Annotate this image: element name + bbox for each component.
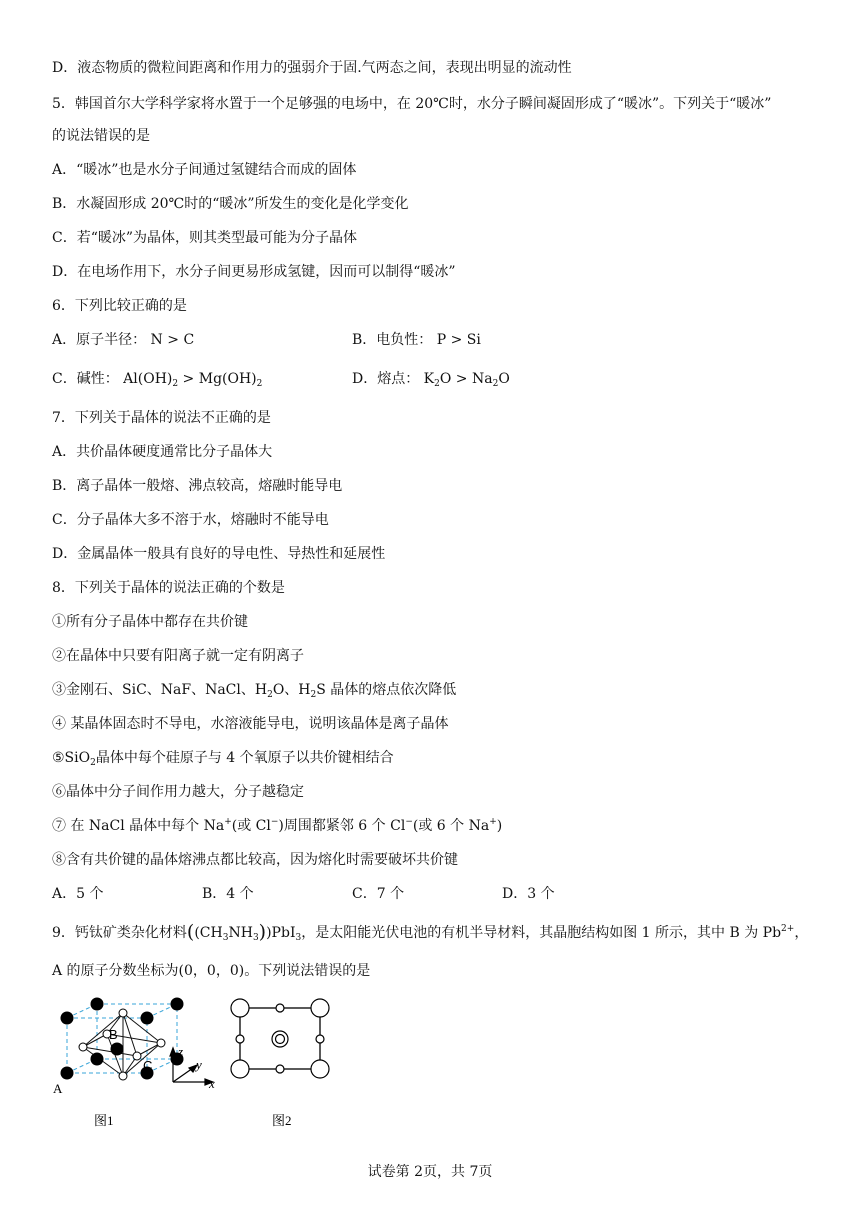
q6-stem: 6．下列比较正确的是 xyxy=(52,298,187,314)
q6-option-b: B．电负性： P > Si xyxy=(352,332,481,348)
q8-stem: 8．下列关于晶体的说法正确的个数是 xyxy=(52,580,285,596)
label-b: B xyxy=(109,1027,118,1042)
q4-option-d: D．液态物质的微粒间距离和作用力的强弱介于固.气两态之间，表现出明显的流动性 xyxy=(52,60,572,76)
q9-stem-line1: 9．钙钛矿类杂化材料$((CH_3NH_3))PbI_3$，是太阳能光伏电池的有机半导材料，其晶胞结构如图 1 所示，其中 B 为 $Pb^{2+}$， xyxy=(52,921,809,943)
q7-stem: 7．下列关于晶体的说法不正确的是 xyxy=(52,410,271,426)
q8-statement-3: ③金刚石、SiC、NaF、NaCl、$H_2O$、$H_2S$ 晶体的熔点依次降低 xyxy=(52,682,457,700)
page-footer: 试卷第 2页，共 7页 xyxy=(367,1164,493,1180)
label-c: C xyxy=(143,1058,153,1073)
axis-x-label: x xyxy=(209,1076,215,1091)
q7-option-d: D．金属晶体一般具有良好的导电性、导热性和延展性 xyxy=(52,546,386,562)
q8-option-b: B．4 个 xyxy=(202,886,254,902)
q6-option-d: D．熔点： $K_2O > Na_2O$ xyxy=(352,371,510,389)
q5-option-c: C．若“暖冰”为晶体，则其类型最可能为分子晶体 xyxy=(52,230,358,246)
q5-stem-line2: 的说法错误的是 xyxy=(52,128,150,144)
q5-option-b: B．水凝固形成 20℃时的“暖冰”所发生的变化是化学变化 xyxy=(52,196,409,212)
q8-statement-2: ②在晶体中只要有阳离子就一定有阴离子 xyxy=(52,648,304,664)
q6-option-a: A．原子半径： N > C xyxy=(52,332,195,348)
q5-option-d: D．在电场作用下，水分子间更易形成氢键，因而可以制得“暖冰” xyxy=(52,264,456,280)
axis-y-label: y xyxy=(196,1057,202,1072)
q9-stem-line2: A 的原子分数坐标为(0，0，0)。下列说法错误的是 xyxy=(52,963,371,979)
q5-stem-line1: 5．韩国首尔大学科学家将水置于一个足够强的电场中，在 20℃时，水分子瞬间凝固形成了“暖冰”。下列关于“暖冰” xyxy=(52,96,772,112)
figure-2-projection xyxy=(222,994,342,1132)
q8-statement-7: ⑦ 在 NaCl 晶体中每个 Na+(或 Cl−)周围都紧邻 6 个 Cl−(或 6 个 Na+) xyxy=(52,817,503,834)
q5-option-a: A．“暖冰”也是水分子间通过氢键结合而成的固体 xyxy=(52,162,357,178)
q6-option-c: C．碱性： $Al(OH)_2 > Mg(OH)_2$ xyxy=(52,371,263,389)
q7-option-a: A．共价晶体硬度通常比分子晶体大 xyxy=(52,444,273,460)
q8-statement-4: ④ 某晶体固态时不导电，水溶液能导电，说明该晶体是离子晶体 xyxy=(52,716,449,732)
q8-statement-5: ⑤SiO$_2$晶体中每个硅原子与 4 个氧原子以共价键相结合 xyxy=(52,750,394,768)
q8-statement-8: ⑧含有共价键的晶体熔沸点都比较高，因为熔化时需要破坏共价键 xyxy=(52,852,458,868)
q8-option-d: D．3 个 xyxy=(502,886,555,902)
figure-2-caption: 图2 xyxy=(272,1113,292,1128)
label-a: A xyxy=(53,1081,63,1096)
figure-1-caption: 图1 xyxy=(94,1113,114,1128)
q8-option-c: C．7 个 xyxy=(352,886,405,902)
q7-option-c: C．分子晶体大多不溶于水，熔融时不能导电 xyxy=(52,512,329,528)
q8-option-a: A．5 个 xyxy=(52,886,104,902)
axis-z-label: z xyxy=(178,1044,184,1059)
q8-statement-1: ①所有分子晶体中都存在共价键 xyxy=(52,614,248,630)
q7-option-b: B．离子晶体一般熔、沸点较高，熔融时能导电 xyxy=(52,478,343,494)
q8-statement-6: ⑥晶体中分子间作用力越大，分子越稳定 xyxy=(52,784,304,800)
figure-1-unit-cell xyxy=(50,992,230,1132)
